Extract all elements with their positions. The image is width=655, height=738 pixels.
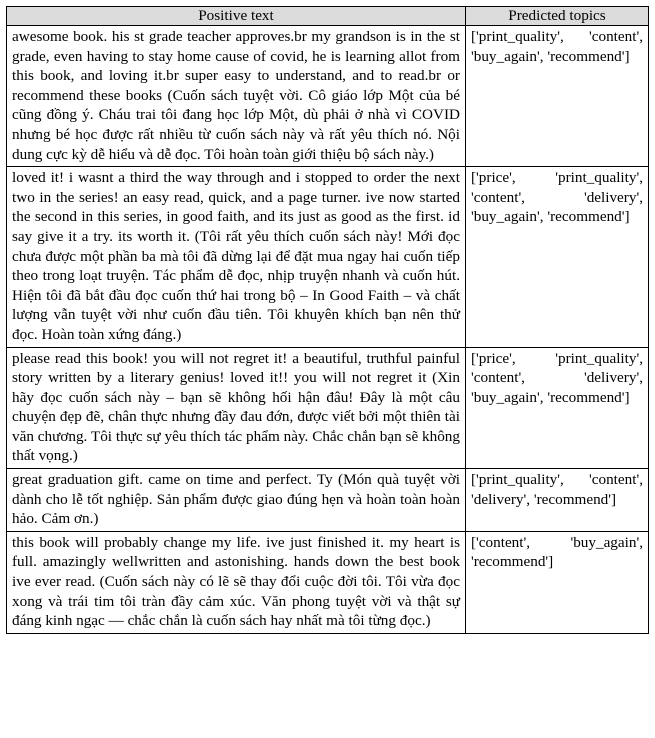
table-row (7, 167, 649, 347)
predicted-topics: ['print_quality', 'content', 'delivery', 'recommend'] (466, 469, 649, 532)
results-table (6, 6, 649, 634)
review-text: awesome book. his st grade teacher approves.br my grandson is in the st grade, even having to stay home cause of covid, he is learning allot from this book, and loving it.br super easy to understand, and to read.br or recommend these books (Cuốn sách tuyệt vời. Cô giáo lớp Một của bé cũng đồng ý. Cháu trai tôi đang học lớp Một, dù phải ở nhà vì COVID nhưng bé học được rất nhiều từ cuốn sách này và rất yêu thích nó. Nội dung cực kỳ dễ hiểu và dễ đọc. Tôi hoàn toàn giới thiệu bộ sách này.) (7, 26, 466, 167)
predicted-topics: ['content', 'buy_again', 'recommend'] (466, 531, 649, 633)
predicted-topics: ['price', 'print_quality', 'content', 'delivery', 'buy_again', 'recommend'] (466, 347, 649, 469)
header-predicted-topics: Predicted topics (466, 7, 649, 26)
review-text: please read this book! you will not regret it! a beautiful, truthful painful story written by a literary genius! loved it!! you will not regret it (Xin hãy đọc cuốn sách này – bạn sẽ không hối hận đâu! Đây là một câu chuyện đẹp đẽ, chân thực nhưng đầy đau đớn, được viết bởi một thiên tài văn chương. Tôi thực sự yêu thích tác phẩm này. Chắc chắn bạn sẽ không thất vọng.) (7, 347, 466, 469)
header-positive-text: Positive text (7, 7, 466, 26)
review-text: great graduation gift. came on time and perfect. Ty (Món quà tuyệt vời dành cho lễ tốt nghiệp. Sản phẩm được giao đúng hẹn và hoàn toàn hoàn hảo. Cảm ơn.) (7, 469, 466, 532)
header-row (7, 7, 649, 26)
predicted-topics: ['print_quality', 'content', 'buy_again', 'recommend'] (466, 26, 649, 167)
review-text: loved it! i wasnt a third the way through and i stopped to order the next two in the series! an easy read, quick, and a page turner. ive now started the second in this series, in good faith, and its just as good as the first. id say give it a try. its worth it. (Tôi rất yêu thích cuốn sách này! Mới đọc chưa được một phần ba mà tôi đã dừng lại để đặt mua ngay hai cuốn tiếp theo trong loạt truyện. Tác phẩm dễ đọc, nhịp truyện nhanh và cuốn hút. Hiện tôi đã bắt đầu đọc cuốn thứ hai trong bộ – In Good Faith – và chất lượng vẫn tuyệt vời như cuốn đầu tiên. Tôi khuyên khích bạn nên thử đọc. Hoàn toàn xứng đáng.) (7, 167, 466, 347)
table-row (7, 469, 649, 532)
table-row (7, 26, 649, 167)
table-row (7, 347, 649, 469)
review-text: this book will probably change my life. ive just finished it. my heart is full. amazingly wellwritten and astonishing. hands down the best book ive ever read. (Cuốn sách này có lẽ sẽ thay đổi cuộc đời tôi. Tôi vừa đọc xong và trái tim tôi tràn đầy cảm xúc. Văn phong tuyệt vời và thật sự đáng kinh ngạc — chắc chắn là cuốn sách hay nhất mà tôi từng đọc.) (7, 531, 466, 633)
table-row (7, 531, 649, 633)
predicted-topics: ['price', 'print_quality', 'content', 'delivery', 'buy_again', 'recommend'] (466, 167, 649, 347)
